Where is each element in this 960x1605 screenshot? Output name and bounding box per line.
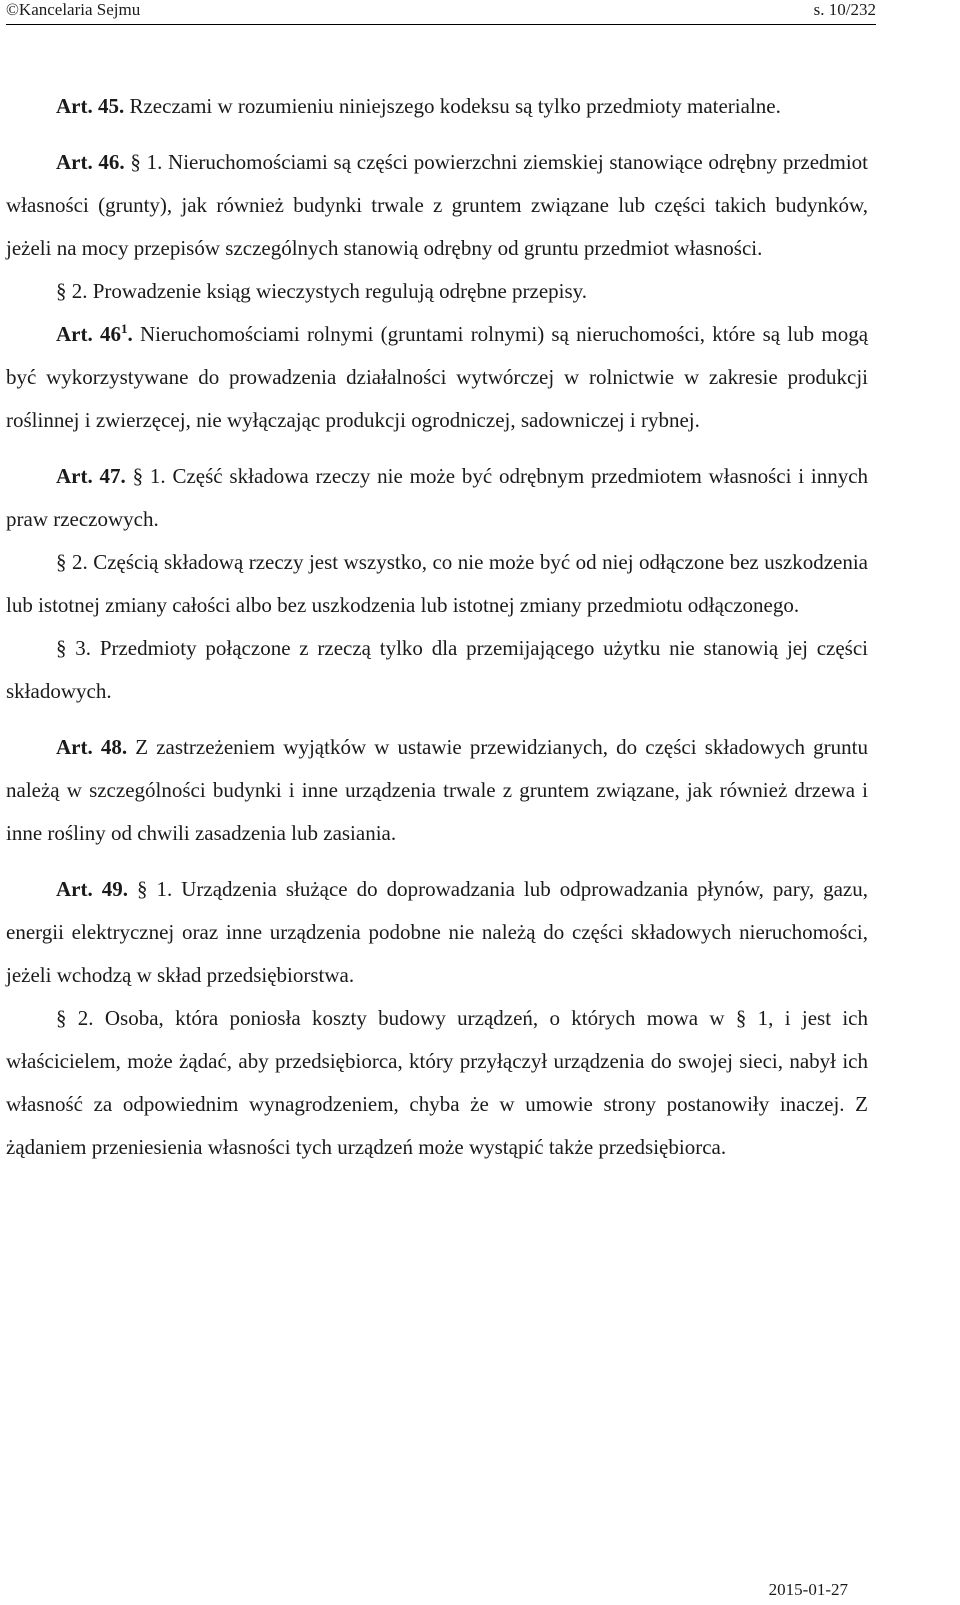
paragraph-text: Część składowa rzeczy nie może być odrębnym przedmiotem własności i innych praw rzeczowych. [6, 464, 869, 531]
paragraph-label: § 2. [56, 550, 88, 574]
paragraph-text: Urządzenia służące do doprowadzania lub odprowadzania płynów, pary, gazu, energii elektrycznej oraz inne urządzenia podobne nie należą do części składowych nieruchomości, jeżeli wchodzą w skład przedsiębiorstwa. [6, 877, 868, 987]
article-49-par-1 [6, 868, 868, 997]
article-47-par-3 [6, 627, 868, 713]
article-text: Z zastrzeżeniem wyjątków w ustawie przewidzianych, do części składowych gruntu należą w szczególności budynki i inne urządzenia trwale z gruntem związane, jak również drzewa i inne rośliny od chwili zasadzenia lub zasiania. [6, 735, 868, 845]
article-label: Art. 45. [56, 94, 125, 118]
article-47-par-1 [6, 455, 868, 541]
article-text: Nieruchomościami rolnymi (gruntami rolnymi) są nieruchomości, które są lub mogą być wykorzystywane do prowadzenia działalności wytwórczej w rolnictwie w zakresie produkcji roślinnej i zwierzęcej, nie wyłączając produkcji ogrodniczej, sadowniczej i rybnej. [6, 322, 869, 432]
superscript: 1 [120, 321, 128, 336]
article-45 [6, 85, 868, 128]
paragraph-label: § 2. [56, 279, 88, 303]
paragraph-text: Prowadzenie ksiąg wieczystych regulują odrębne przepisy. [92, 279, 588, 303]
page-header [6, 0, 876, 25]
paragraph-label: § 2. [56, 1006, 94, 1030]
paragraph-label: § 1. [136, 877, 173, 901]
article-48 [6, 726, 868, 855]
article-46-par-1 [6, 141, 868, 270]
article-46-1 [6, 313, 868, 442]
paragraph-label: § 3. [56, 636, 92, 660]
paragraph-text: Częścią składową rzeczy jest wszystko, co nie może być od niej odłączone bez uszkodzenia lub istotnej zmiany całości albo bez uszkodzenia lub istotnej zmiany przedmiotu odłączonego. [6, 550, 869, 617]
article-label: Art. 48. [56, 735, 128, 759]
document-body [6, 85, 868, 1169]
article-label: Art. 47. [56, 464, 126, 488]
article-46-par-2 [6, 270, 868, 313]
article-label: Art. 49. [56, 877, 128, 901]
paragraph-text: Osoba, która poniosła koszty budowy urządzeń, o których mowa w § 1, i jest ich właścicielem, może żądać, aby przedsiębiorca, który przyłączył urządzenia do swojej sieci, nabył ich własność za odpowiednim wynagrodzeniem, chyba że w umowie strony postanowiły inaczej. Z żądaniem przeniesienia własności tych urządzeń może wystąpić także przedsiębiorca. [6, 1006, 868, 1159]
article-label: Art. $46^1$. [56, 321, 133, 346]
article-text: Rzeczami w rozumieniu niniejszego kodeksu są tylko przedmioty materialne. [129, 94, 781, 118]
footer-date: 2015-01-27 [768, 1580, 848, 1599]
copyright-label: ©Kancelaria Sejmu [6, 0, 141, 19]
paragraph-text: Nieruchomościami są części powierzchni ziemskiej stanowiące odrębny przedmiot własności (grunty), jak również budynki trwale z gruntem związane lub części takich budynków, jeżeli na mocy przepisów szczególnych stanowią odrębny od gruntu przedmiot własności. [6, 150, 869, 260]
article-49-par-2 [6, 997, 868, 1169]
article-label: Art. 46. [56, 150, 125, 174]
paragraph-text: Przedmioty połączone z rzeczą tylko dla przemijającego użytku nie stanowią jej części składowych. [6, 636, 869, 703]
article-47-par-2 [6, 541, 868, 627]
paragraph-label: § 1. [130, 150, 163, 174]
paragraph-label: § 1. [132, 464, 166, 488]
page-number: s. 10/232 [813, 0, 876, 19]
